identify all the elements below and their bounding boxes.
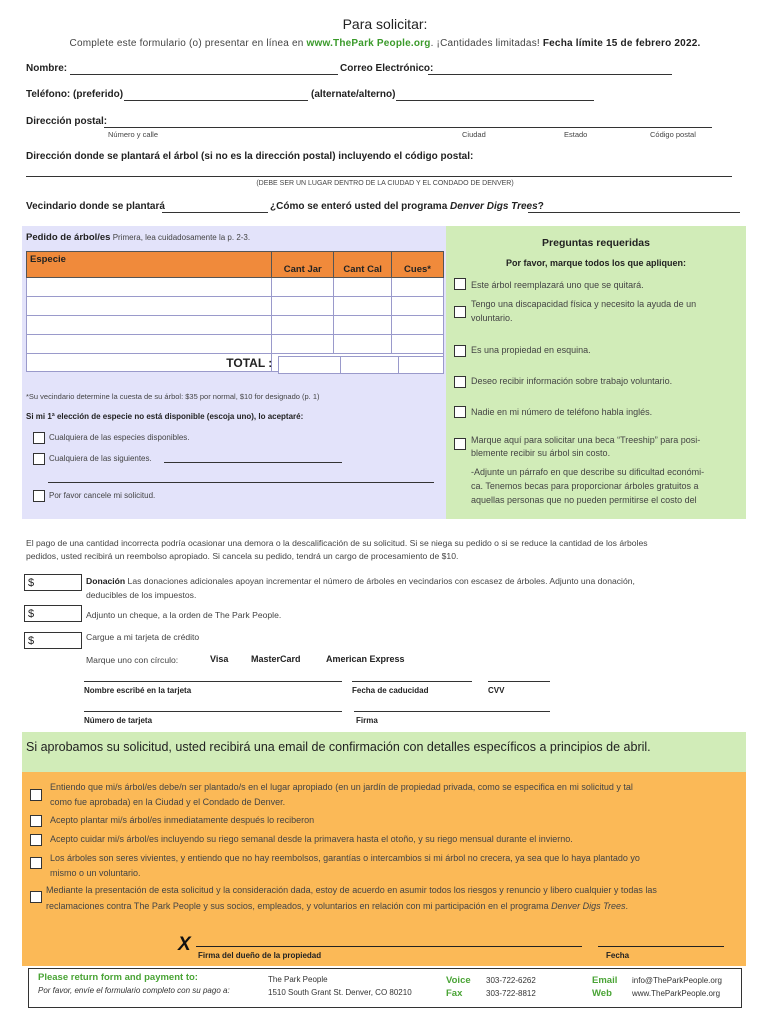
zip-sublabel: Código postal <box>650 130 696 139</box>
q3-checkbox[interactable] <box>454 345 466 357</box>
email-label: Correo Electrónico: <box>340 63 434 74</box>
signature-x-mark: X <box>178 934 191 955</box>
card-type-amex[interactable]: American Express <box>326 654 405 664</box>
q6-label-1: Marque aquí para solicitar una beca “Treeship” para posi- <box>471 435 701 445</box>
web-address[interactable]: www.TheParkPeople.org <box>632 989 721 998</box>
heard-label-end: ? <box>537 201 544 212</box>
cvv-label: CVV <box>488 686 505 695</box>
owner-signature-field[interactable] <box>196 946 582 947</box>
agree-2-line: Acepto plantar mi/s árbol/es inmediatamente después lo reciberon <box>50 815 315 825</box>
city-sublabel: Ciudad <box>462 130 486 139</box>
q5-label: Nadie en mi número de teléfono habla inglés. <box>471 407 653 417</box>
total-divider-2 <box>398 356 399 374</box>
card-type-visa[interactable]: Visa <box>210 654 229 664</box>
confirmation-text: Si aprobamos su solicitud, usted recibirá una email de confirmación con detalles específicos a principios de abril. <box>26 740 651 754</box>
agree-4-line-1: Los árboles son seres vivientes, y entiendo que no hay reembolsos, garantías o intercambios si mi árbol no crecera, ya sea que lo haya plantado yo <box>50 853 640 863</box>
state-sublabel: Estado <box>564 130 588 139</box>
card-text: Cargue a mi tarjeta de crédito <box>86 632 200 642</box>
intro-text: Complete este formulario (o) presentar en línea en <box>69 38 307 49</box>
email-address[interactable]: info@TheParkPeople.org <box>632 976 722 985</box>
agree-1-line-1: Entiendo que mi/s árbol/es debe/n ser plantado/s en el lugar apropiado (en un jardín de propiedad privada, como se especifica en mi solicitud y tal <box>50 782 633 792</box>
card-number-field[interactable] <box>84 711 342 712</box>
q6-label-4: ca. Tenemos becas para proporcionar árboles gratuitos a <box>471 481 699 491</box>
cues-cell[interactable] <box>392 297 444 316</box>
cues-cell[interactable] <box>392 335 444 354</box>
q2-label-1: Tengo una discapacidad física y necesito la ayuda de un <box>471 299 697 309</box>
col-cant-cal: Cant Cal <box>334 252 392 278</box>
cant-jar-cell[interactable] <box>272 335 334 354</box>
plant-address-field[interactable] <box>26 176 732 177</box>
order-title <box>26 232 250 243</box>
plant-address-label: Dirección donde se plantará el árbol (si no es la dirección postal) incluyendo el código postal: <box>26 151 474 162</box>
intro-limited: . ¡Cantidades limitadas! <box>430 38 543 49</box>
q2-label-2: voluntario. <box>471 313 513 323</box>
q5-checkbox[interactable] <box>454 406 466 418</box>
currency-symbol: $ <box>28 635 35 647</box>
heard-label <box>270 201 544 212</box>
agree-5-line-1: Mediante la presentación de esta solicitud y la consideración dada, estoy de acuerdo en asumir todos los riesgos y renuncio y libero cualquier y todas las <box>46 885 657 895</box>
col-cant-jar: Cant Jar <box>272 252 334 278</box>
q6-checkbox[interactable] <box>454 438 466 450</box>
cant-jar-cell[interactable] <box>272 278 334 297</box>
payment-warning-1: El pago de una cantidad incorrecta podría ocasionar una demora o la descalificación de su solicitud. Si se niega su pedido o si se reduce la cantidad de los árboles <box>26 538 648 548</box>
payment-warning-2: pedidos, usted recibirá un reembolso apropiado. Si cancela su pedido, tendrá un cargo de procesamiento de $10. <box>26 551 459 561</box>
agree-2-checkbox[interactable] <box>30 815 42 827</box>
deadline: Fecha límite 15 de febrero 2022. <box>542 38 701 49</box>
address-label: Dirección postal: <box>26 116 108 127</box>
agree-5-program: Denver Digs Trees <box>551 901 626 911</box>
currency-symbol: $ <box>28 577 35 589</box>
card-type-mastercard[interactable]: MasterCard <box>251 654 301 664</box>
questions-subtitle: Por favor, marque todos los que apliquen: <box>505 258 687 268</box>
card-name-label: Nombre escribé en la tarjeta <box>84 686 192 695</box>
total-value-field[interactable] <box>278 356 444 374</box>
fax-label: Fax <box>446 988 463 999</box>
total-label: TOTAL : <box>226 355 273 370</box>
alt-phone-label: (alternate/alterno) <box>311 89 396 100</box>
species-cell[interactable] <box>27 316 272 335</box>
cant-cal-cell[interactable] <box>334 335 392 354</box>
agree-1-line-2: como fue aprobada) en la Ciudad y el Condado de Denver. <box>50 797 286 807</box>
q1-checkbox[interactable] <box>454 278 466 290</box>
card-number-label: Número de tarjeta <box>84 716 153 725</box>
card-amount-field[interactable] <box>24 632 82 649</box>
q4-label: Deseo recibir información sobre trabajo voluntario. <box>471 376 673 386</box>
cues-cell[interactable] <box>392 278 444 297</box>
donation-label: Donación <box>86 576 126 586</box>
card-signature-label: Firma <box>356 716 378 725</box>
following-field[interactable] <box>164 462 342 463</box>
q6-label-2: blemente recibir su árbol sin costo. <box>471 448 611 458</box>
card-signature-field[interactable] <box>354 711 550 712</box>
q1-label: Este árbol reemplazará uno que se quitará. <box>471 280 644 290</box>
expiry-label: Fecha de caducidad <box>352 686 429 695</box>
order-title-note: Primera, lea cuidadosamente la p. 2-3. <box>110 233 251 242</box>
neighborhood-label: Vecindario donde se plantará <box>26 201 165 212</box>
cant-jar-cell[interactable] <box>272 316 334 335</box>
cant-cal-cell[interactable] <box>334 316 392 335</box>
email-footer-label: Email <box>592 975 618 986</box>
phone-label: Teléfono: (preferido) <box>26 89 124 100</box>
opt-cancel-checkbox[interactable] <box>33 490 45 502</box>
card-name-field[interactable] <box>84 681 342 682</box>
name-field[interactable] <box>70 74 338 75</box>
cant-cal-cell[interactable] <box>334 297 392 316</box>
voice-label: Voice <box>446 975 471 986</box>
phone-field[interactable] <box>124 100 308 101</box>
address-field[interactable] <box>104 127 712 128</box>
cant-cal-cell[interactable] <box>334 278 392 297</box>
heard-field[interactable] <box>528 212 740 213</box>
donation-amount-field[interactable] <box>24 574 82 591</box>
q4-checkbox[interactable] <box>454 376 466 388</box>
following-field-2[interactable] <box>48 482 434 483</box>
total-divider-1 <box>340 356 341 374</box>
opt-any-checkbox[interactable] <box>33 432 45 444</box>
date-field[interactable] <box>598 946 724 947</box>
opt-following-checkbox[interactable] <box>33 453 45 465</box>
agree-5-text: reclamaciones contra The Park People y sus socios, empleados, y voluntarios en relación con mi participación en el programa <box>46 901 552 911</box>
species-table <box>26 251 444 372</box>
substitute-title: Si mi 1ª elección de especie no está disponible (escoja uno), lo aceptaré: <box>26 412 304 421</box>
order-title-text: Pedido de árbol/es <box>26 232 111 243</box>
col-species: Especie <box>27 252 272 278</box>
q6-label-3: -Adjunte un párrafo en que describe su dificultad económi- <box>471 467 705 477</box>
agree-4-line-2: mismo o un voluntario. <box>50 868 141 878</box>
questions-title: Preguntas requeridas <box>542 237 650 249</box>
species-cell[interactable] <box>27 297 272 316</box>
expiry-field[interactable] <box>352 681 472 682</box>
donation-text <box>86 574 635 602</box>
heard-label-text: ¿Cómo se enteró usted del programa <box>270 201 451 212</box>
cues-cell[interactable] <box>392 316 444 335</box>
table-row[interactable] <box>27 278 444 297</box>
return-note: Por favor, envíe el formulario completo con su pago a: <box>38 986 230 995</box>
check-amount-field[interactable] <box>24 605 82 622</box>
table-row[interactable] <box>27 316 444 335</box>
plant-address-note: (DEBE SER UN LUGAR DENTRO DE LA CIUDAD Y EL CONDADO DE DENVER) <box>256 180 514 187</box>
q6-label-5: aquellas personas que no pueden permitirse el costo del <box>471 495 697 505</box>
species-cell[interactable] <box>27 278 272 297</box>
agree-3-checkbox[interactable] <box>30 834 42 846</box>
date-label: Fecha <box>606 951 630 960</box>
return-title: Please return form and payment to: <box>38 972 198 983</box>
table-row[interactable] <box>27 297 444 316</box>
check-text: Adjunto un cheque, a la orden de The Park People. <box>86 610 282 620</box>
org-address: 1510 South Grant St. Denver, CO 80210 <box>268 988 412 997</box>
opt-following-label: Cualquiera de las siguientes. <box>49 454 152 463</box>
org-name: The Park People <box>268 975 328 984</box>
heard-label-program: Denver Digs Trees <box>450 201 538 212</box>
donation-text-1: Las donaciones adicionales apoyan incrementar el número de árboles en vecindarios con escasez de árboles. Adjunto una donación, <box>125 576 635 586</box>
agree-3-line: Acepto cuidar mi/s árbol/es incluyendo su riego semanal desde la primavera hasta el otoño, y su riego mensual durante el invierno. <box>50 834 573 844</box>
name-label: Nombre: <box>26 63 68 74</box>
q2-checkbox[interactable] <box>454 306 466 318</box>
opt-cancel-label: Por favor cancele mi solicitud. <box>49 491 156 500</box>
cost-note: *Su vecindario determine la cuesta de su árbol: $35 por normal, $10 for designado (p. 1) <box>26 392 320 401</box>
neighborhood-field[interactable] <box>162 212 268 213</box>
web-label: Web <box>592 988 612 999</box>
fax-number: 303-722-8812 <box>486 989 536 998</box>
page-title: Para solicitar: <box>342 16 428 32</box>
email-field[interactable] <box>428 74 672 75</box>
species-cell[interactable] <box>27 335 272 354</box>
col-cues: Cues* <box>392 252 444 278</box>
agree-5-end: . <box>625 901 628 911</box>
currency-symbol: $ <box>28 608 35 620</box>
q3-label: Es una propiedad en esquina. <box>471 345 591 355</box>
street-sublabel: Número y calle <box>108 130 159 139</box>
intro-line <box>0 38 770 49</box>
circle-label: Marque uno con círculo: <box>86 655 179 665</box>
agree-5-checkbox[interactable] <box>30 891 42 903</box>
cant-jar-cell[interactable] <box>272 297 334 316</box>
agree-1-checkbox[interactable] <box>30 789 42 801</box>
website-link[interactable]: www.ThePark People.org <box>306 38 431 49</box>
opt-any-label: Cualquiera de las especies disponibles. <box>49 433 190 442</box>
agree-4-checkbox[interactable] <box>30 857 42 869</box>
owner-signature-label: Firma del dueño de la propiedad <box>198 951 322 960</box>
table-row[interactable] <box>27 335 444 354</box>
voice-number[interactable]: 303-722-6262 <box>486 976 536 985</box>
cvv-field[interactable] <box>488 681 550 682</box>
alt-phone-field[interactable] <box>396 100 594 101</box>
agree-5-line-2 <box>46 899 628 914</box>
donation-text-2: deducibles de los impuestos. <box>86 590 197 600</box>
